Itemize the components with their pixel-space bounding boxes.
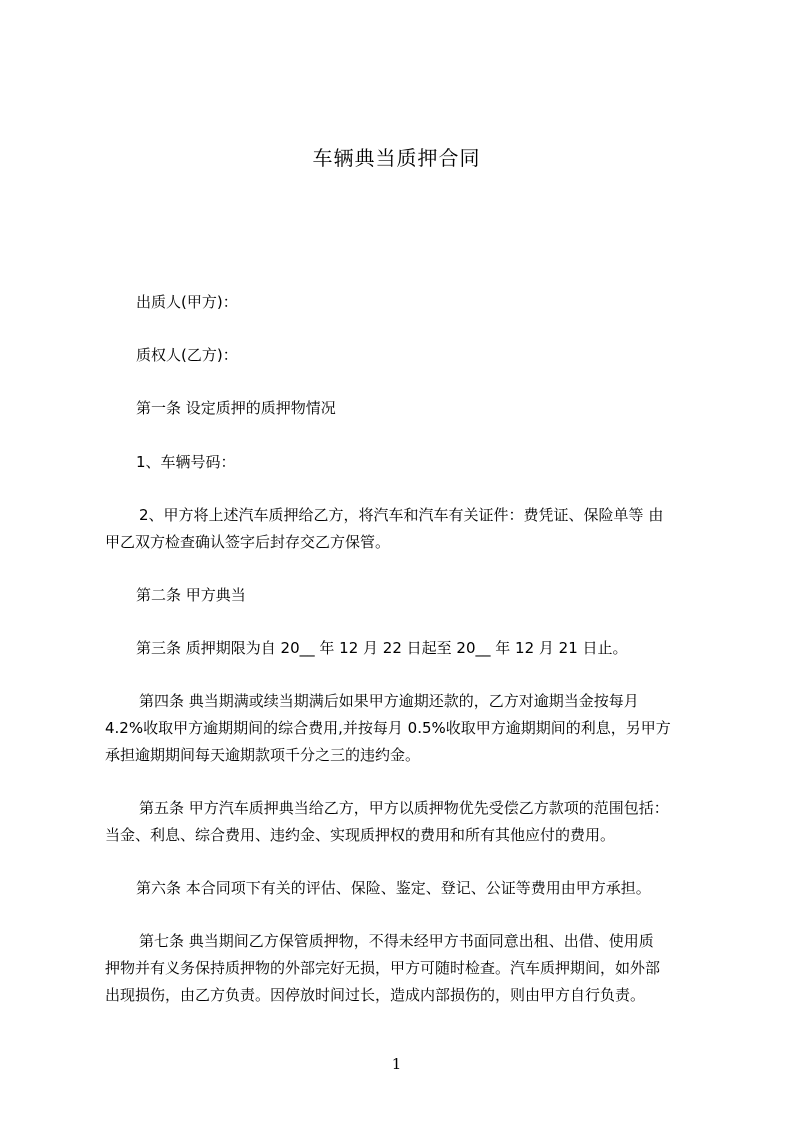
party-a-line: 出质人(甲方)： — [136, 293, 238, 311]
document-title: 车辆典当质押合同 — [312, 146, 481, 170]
article-1-item-1: 1、车辆号码： — [136, 453, 236, 471]
article-7-line-3: 出现损伤，由乙方负责。因停放时间过长，造成内部损伤的，则由甲方自行负责。 — [105, 986, 646, 1004]
article-6: 第六条 本合同项下有关的评估、保险、鉴定、登记、公证等费用由甲方承担。 — [136, 879, 651, 897]
article-7-line-1: 第七条 典当期间乙方保管质押物，不得未经甲方书面同意出租、出借、使用质 — [139, 932, 654, 950]
article-3: 第三条 质押期限为自 20__ 年 12 月 22 日起至 20__ 年 12 月 21 日止。 — [136, 639, 628, 657]
article-4-line-1: 第四条 典当期满或续当期满后如果甲方逾期还款的，乙方对逾期当金按每月 — [139, 692, 639, 710]
page-number: 1 — [391, 1055, 402, 1073]
party-b-line: 质权人(乙方)： — [136, 346, 238, 364]
article-4-line-2: 4.2%收取甲方逾期期间的综合费用,并按每月 0.5%收取甲方逾期期间的利息，另甲方 — [105, 719, 671, 737]
article-1-item-2-line-1: 2、甲方将上述汽车质押给乙方，将汽车和汽车有关证件：费凭证、保险单等 由 — [139, 506, 664, 524]
article-5-line-2: 当金、利息、综合费用、违约金、实现质押权的费用和所有其他应付的费用。 — [105, 826, 616, 844]
article-1-heading: 第一条 设定质押的质押物情况 — [136, 399, 336, 417]
article-2: 第二条 甲方典当 — [136, 586, 246, 604]
article-1-item-2-line-2: 甲乙双方检查确认签字后封存交乙方保管。 — [105, 533, 391, 551]
article-5-line-1: 第五条 甲方汽车质押典当给乙方，甲方以质押物优先受偿乙方款项的范围包括： — [139, 799, 669, 817]
article-4-line-3: 承担逾期期间每天逾期款项千分之三的违约金。 — [105, 746, 421, 764]
article-7-line-2: 押物并有义务保持质押物的外部完好无损，甲方可随时检查。汽车质押期间，如外部 — [105, 959, 661, 977]
